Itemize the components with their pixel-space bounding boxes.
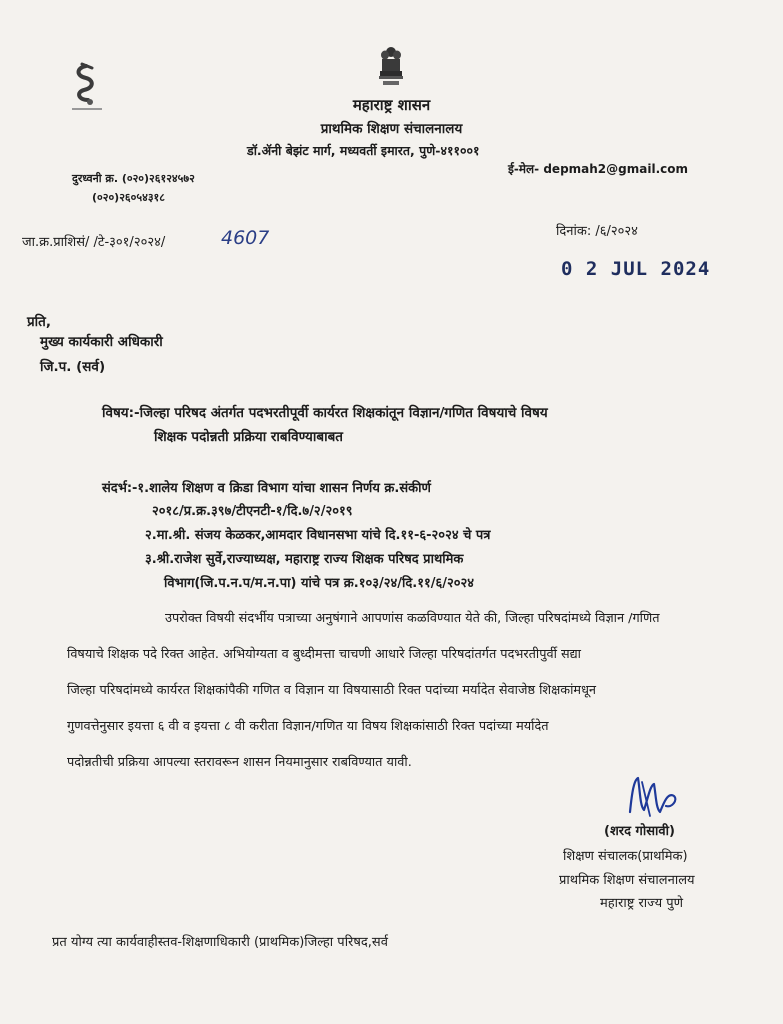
- signatory-name: (शरद गोसावी): [604, 824, 675, 839]
- outward-number: जा.क्र.प्राशिसं/ /टे-३०१/२०२४/: [22, 235, 166, 250]
- phone-line-1: दुरध्वनी क्र. (०२०)२६१२४५७२: [72, 172, 195, 185]
- signatory-designation-2: प्राथमिक शिक्षण संचालनालय: [559, 873, 695, 888]
- reference-line-1: संदर्भ:-१.शालेय शिक्षण व क्रिडा विभाग यांचा शासन निर्णय क्र.संकीर्ण: [102, 481, 431, 496]
- email-address: ई-मेल- depmah2@gmail.com: [508, 162, 688, 176]
- subject-line-2: शिक्षक पदोन्नती प्रक्रिया राबविण्याबाबत: [154, 429, 343, 445]
- date-label: दिनांक: /६/२०२४: [556, 224, 638, 239]
- state-emblem-icon: [377, 46, 405, 92]
- reference-line-4: ३.श्री.राजेश सुर्वे,राज्याध्यक्ष, महाराष्ट्र राज्य शिक्षक परिषद प्राथमिक: [145, 552, 464, 567]
- prati-label: प्रति,: [27, 314, 52, 330]
- outward-number-handwritten: 4607: [221, 227, 270, 249]
- body-line-4: गुणवत्तेनुसार इयत्ता ६ वी व इयत्ता ८ वी करीता विज्ञान/गणित या विषय शिक्षकांसाठी रिक्त पदांच्या मर्यादेत: [67, 719, 549, 734]
- body-line-1: उपरोक्त विषयी संदर्भीय पत्राच्या अनुषंगाने आपणांस कळविण्यात येते की, जिल्हा परिषदांमध्ये विज्ञान /गणित: [165, 611, 660, 626]
- letterhead-title: महाराष्ट्र शासन: [352, 96, 431, 114]
- reference-line-2: २०१८/प्र.क्र.३९७/टीएनटी-१/दि.७/२/२०१९: [152, 504, 353, 519]
- phone-line-2: (०२०)२६०५४३१८: [92, 191, 165, 204]
- subject-line-1: विषय:-जिल्हा परिषद अंतर्गत पदभरतीपूर्वी कार्यरत शिक्षकांतून विज्ञान/गणित विषयाचे विषय: [102, 405, 548, 421]
- body-line-3: जिल्हा परिषदांमध्ये कार्यरत शिक्षकांपैकी गणित व विज्ञान या विषयासाठी रिक्त पदांच्या मर्यादेत सेवाजेष्ठ शिक्षकांमधून: [67, 683, 597, 698]
- date-stamp: 0 2 JUL 2024: [561, 258, 711, 280]
- letterhead-department: प्राथमिक शिक्षण संचालनालय: [320, 121, 463, 137]
- body-line-2: विषयाचे शिक्षक पदे रिक्त आहेत. अभियोग्यता व बुध्दीमत्ता चाचणी आधारे जिल्हा परिषदांतर्गत पदभरतीपुर्वी सद्या: [67, 647, 582, 662]
- recipient-line-1: मुख्य कार्यकारी अधिकारी: [40, 334, 163, 350]
- reference-line-5: विभाग(जि.प.न.प/म.न.पा) यांचे पत्र क्र.१०३/२४/दि.११/६/२०२४: [164, 576, 475, 591]
- copy-to-line: प्रत योग्य त्या कार्यवाहीस्तव-शिक्षणाधिकारी (प्राथमिक)जिल्हा परिषद,सर्व: [52, 935, 388, 950]
- recipient-line-2: जि.प. (सर्व): [40, 359, 106, 375]
- letterhead-address: डॉ.ॲनी बेझंट मार्ग, मध्यवर्ती इमारत, पुणे-४११००१: [247, 143, 480, 158]
- reference-line-3: २.मा.श्री. संजय केळकर,आमदार विधानसभा यांचे दि.११-६-२०२४ चे पत्र: [145, 528, 491, 543]
- body-line-5: पदोन्नतीची प्रक्रिया आपल्या स्तरावरून शासन नियमानुसार राबविण्यात यावी.: [67, 755, 412, 770]
- signatory-designation-3: महाराष्ट्र राज्य पुणे: [600, 896, 684, 911]
- signatory-designation-1: शिक्षण संचालक(प्राथमिक): [563, 849, 688, 864]
